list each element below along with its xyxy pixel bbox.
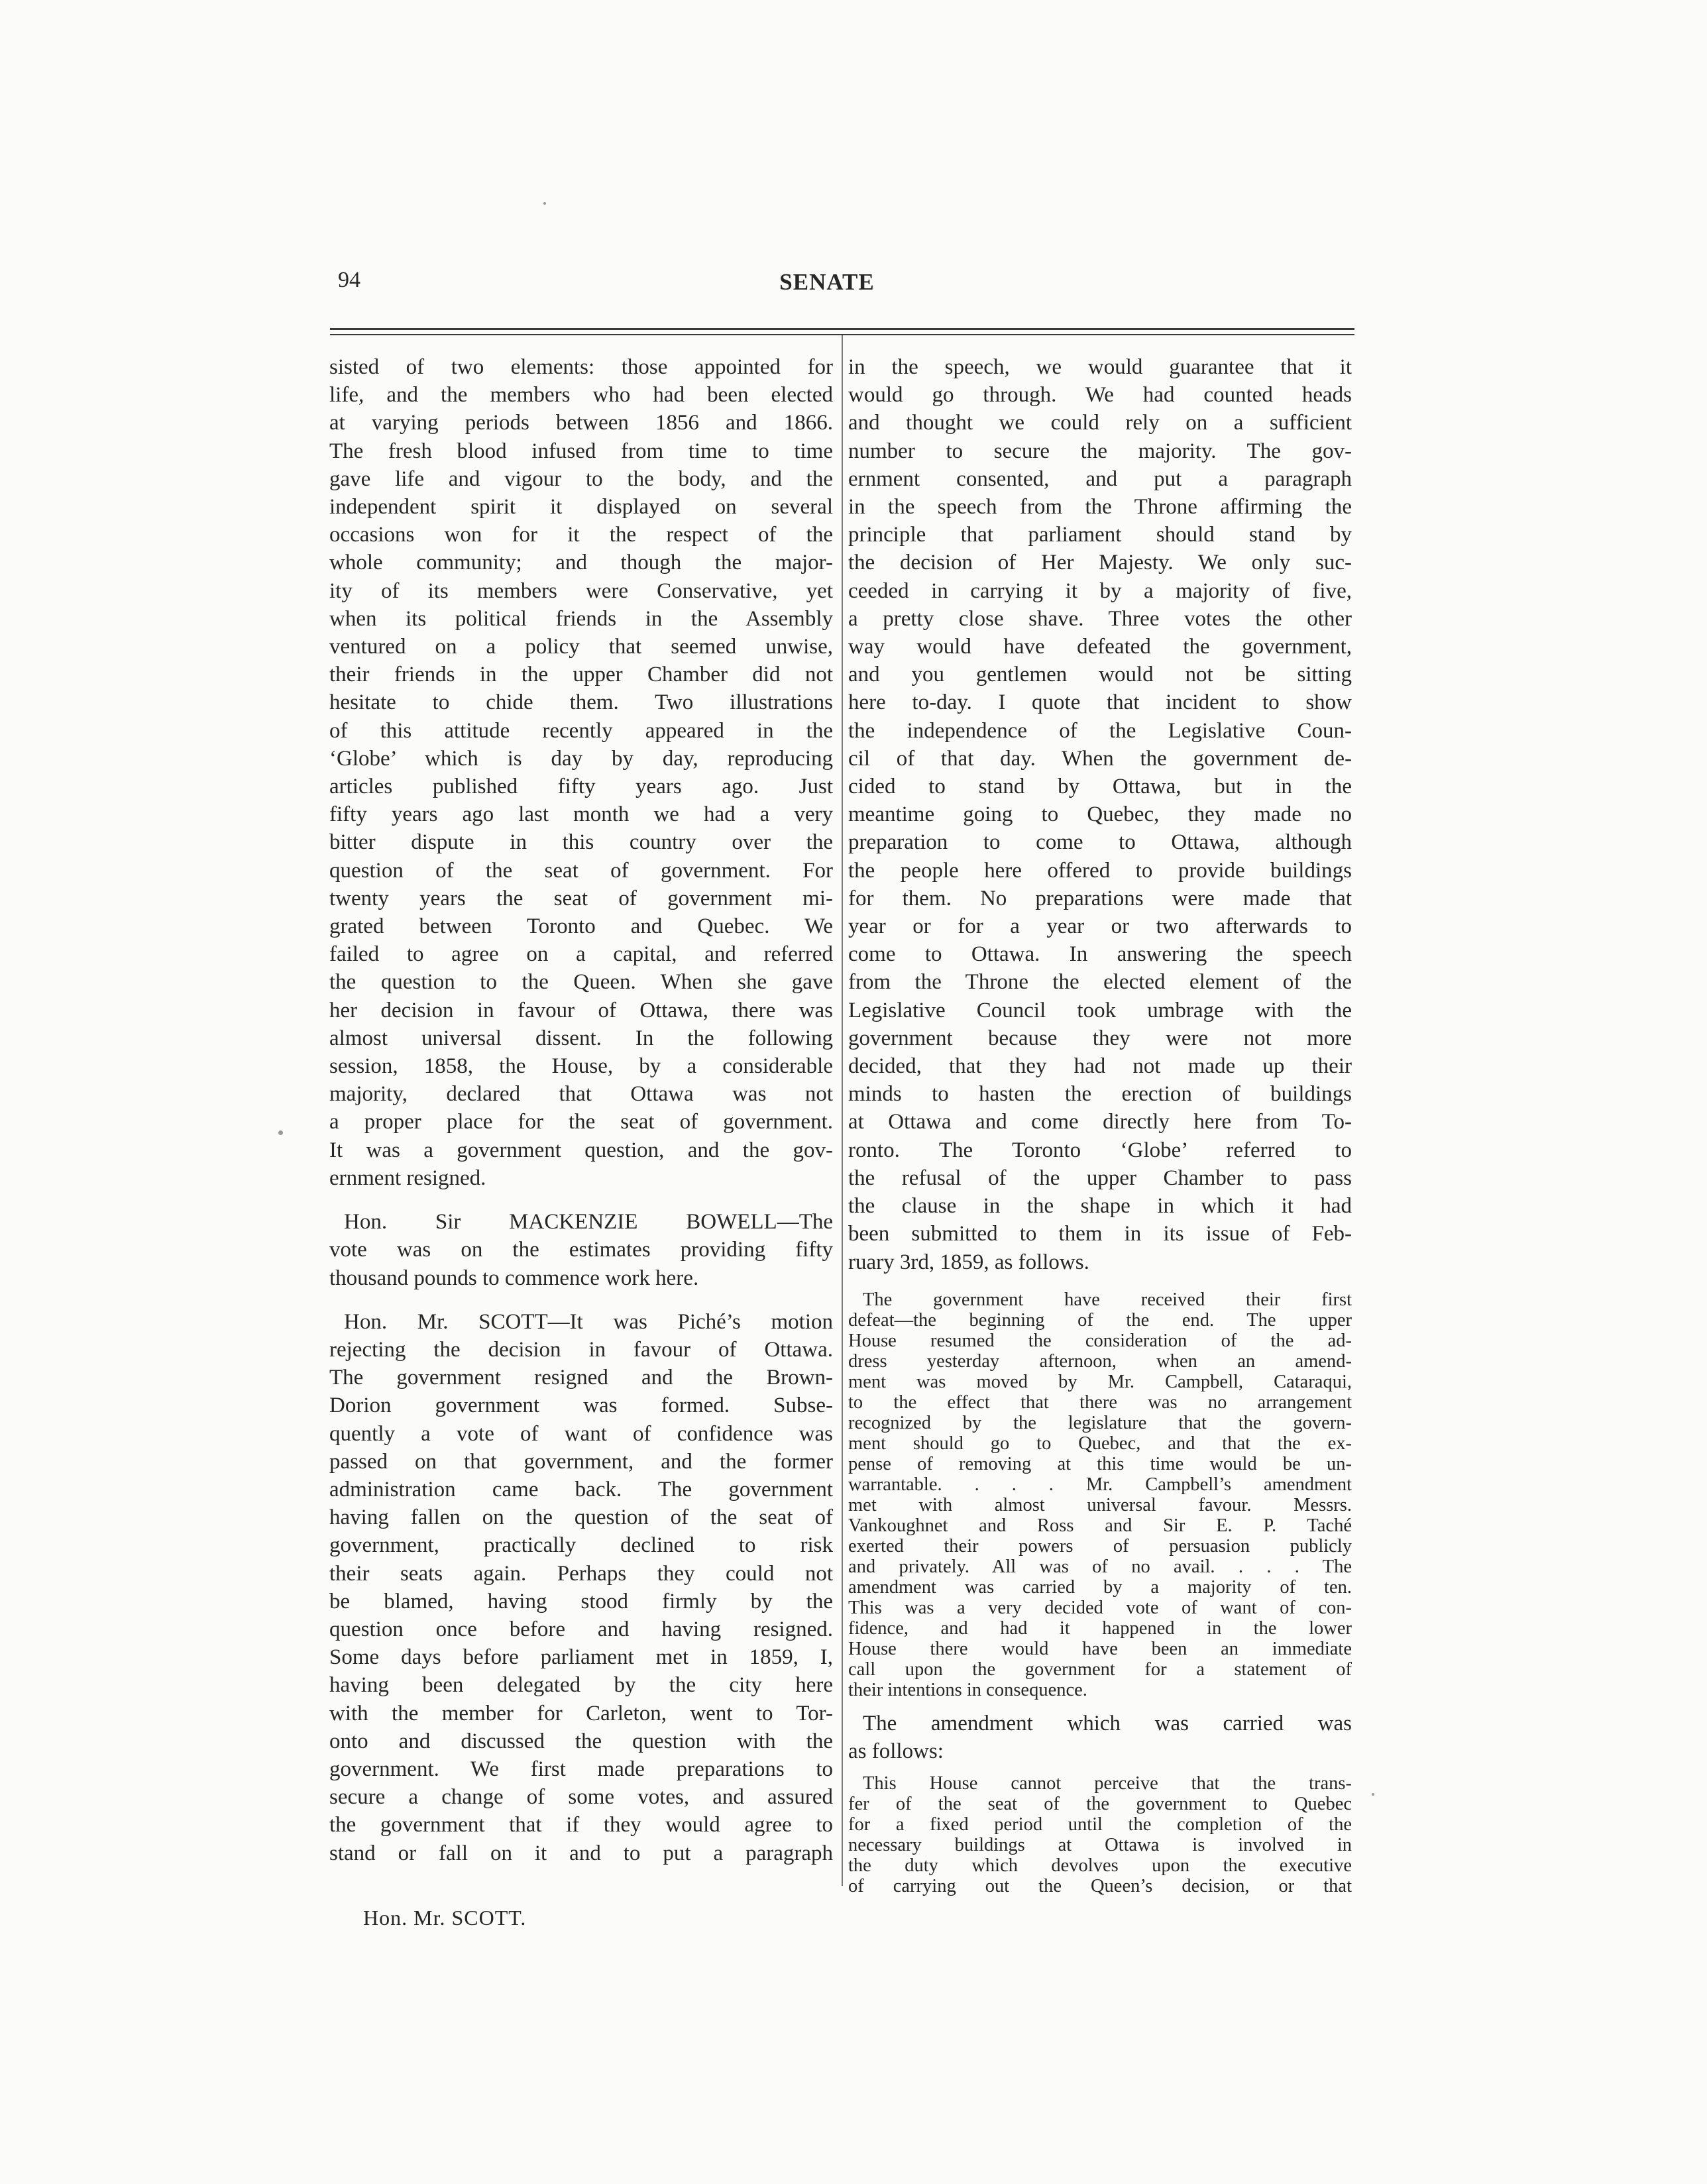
right-column-body — [848, 353, 1352, 1276]
text-line: fer of the seat of the government to Quebec — [848, 1794, 1352, 1815]
text-line: principle that parliament should stand by — [848, 523, 1352, 547]
text-line: session, 1858, the House, by a considerable — [329, 1054, 833, 1079]
text-line: Hon. Sir MACKENZIE BOWELL—The — [344, 1210, 833, 1234]
text-line: defeat—the beginning of the end. The upper — [848, 1309, 1352, 1331]
text-line: met with almost universal favour. Messrs. — [848, 1494, 1352, 1515]
text-line: bitter dispute in this country over the — [329, 830, 833, 855]
text-line: her decision in favour of Ottawa, there was — [329, 998, 833, 1022]
column-divider — [842, 335, 843, 1886]
text-line: way would have defeated the government, — [848, 635, 1352, 659]
text-line: secure a change of some votes, and assured — [329, 1785, 833, 1810]
text-line: passed on that government, and the former — [329, 1449, 833, 1474]
text-line: their seats again. Perhaps they could not — [329, 1561, 833, 1586]
page-number: 94 — [338, 268, 360, 292]
text-line: year or for a year or two afterwards to — [848, 914, 1352, 939]
header-rule — [330, 328, 1354, 330]
text-line: independent spirit it displayed on several — [329, 495, 833, 519]
amendment-quotation — [848, 1773, 1352, 1896]
text-line: administration came back. The government — [329, 1477, 833, 1502]
text-line: their intentions in consequence. — [848, 1679, 1087, 1700]
text-line: at varying periods between 1856 and 1866. — [329, 411, 833, 435]
globe-quotation — [848, 1289, 1352, 1700]
text-line: minds to hasten the erection of buildings — [848, 1082, 1352, 1107]
text-line: ment was moved by Mr. Campbell, Cataraqui, — [848, 1371, 1352, 1392]
text-line: call upon the government for a statement of — [848, 1659, 1352, 1680]
text-line: The government have received their first — [863, 1289, 1352, 1310]
text-line: quently a vote of want of confidence was — [329, 1421, 833, 1446]
running-head: SENATE — [779, 269, 875, 295]
scan-speck — [543, 202, 546, 205]
text-line: for them. No preparations were made that — [848, 886, 1352, 910]
text-line: warrantable. . . . Mr. Campbell’s amendment — [848, 1474, 1352, 1495]
footer-speaker: Hon. Mr. SCOTT. — [363, 1906, 527, 1930]
text-line: dress yesterday afternoon, when an amend- — [848, 1350, 1352, 1372]
text-line: preparation to come to Ottawa, although — [848, 830, 1352, 855]
text-line: almost universal dissent. In the following — [329, 1026, 833, 1050]
paragraph-gap — [329, 1292, 833, 1308]
text-line: majority, declared that Ottawa was not — [329, 1082, 833, 1107]
text-line: as follows: — [848, 1739, 944, 1763]
paragraph-gap — [329, 1192, 833, 1208]
text-line: exerted their powers of persuasion publicly — [848, 1535, 1352, 1556]
text-line: Vankoughnet and Ross and Sir E. P. Taché — [848, 1515, 1352, 1536]
text-line: would go through. We had counted heads — [848, 383, 1352, 408]
text-line: ruary 3rd, 1859, as follows. — [848, 1250, 1089, 1274]
text-line: stand or fall on it and to put a paragraph — [329, 1841, 833, 1865]
text-line: ernment resigned. — [329, 1166, 486, 1190]
text-line: onto and discussed the question with the — [329, 1729, 833, 1753]
scan-speck — [278, 1130, 283, 1135]
text-line: their friends in the upper Chamber did not — [329, 663, 833, 687]
text-line: number to secure the majority. The gov- — [848, 439, 1352, 463]
text-line: with the member for Carleton, went to Tor- — [329, 1701, 833, 1725]
text-line: when its political friends in the Assembly — [329, 606, 833, 631]
text-line: ronto. The Toronto ‘Globe’ referred to — [848, 1138, 1352, 1162]
text-line: sisted of two elements: those appointed for — [329, 355, 833, 379]
text-line: articles published fifty years ago. Just — [329, 775, 833, 799]
text-line: be blamed, having stood firmly by the — [329, 1589, 833, 1613]
text-line: ceeded in carrying it by a majority of five, — [848, 578, 1352, 603]
text-line: thousand pounds to commence work here. — [329, 1266, 699, 1290]
text-line: The fresh blood infused from time to time — [329, 439, 833, 463]
text-line: cided to stand by Ottawa, but in the — [848, 775, 1352, 799]
text-line: twenty years the seat of government mi- — [329, 886, 833, 910]
text-line: necessary buildings at Ottawa is involved in — [848, 1835, 1352, 1856]
text-line: fifty years ago last month we had a very — [329, 802, 833, 827]
text-line: having been delegated by the city here — [329, 1673, 833, 1698]
text-line: in the speech, we would guarantee that it — [848, 355, 1352, 379]
text-line: the people here offered to provide buildings — [848, 858, 1352, 883]
text-line: The amendment which was carried was — [863, 1711, 1352, 1735]
text-line: hesitate to chide them. Two illustrations — [329, 690, 833, 715]
text-line: House resumed the consideration of the ad- — [848, 1330, 1352, 1351]
text-line: of this attitude recently appeared in the — [329, 718, 833, 743]
text-line: for a fixed period until the completion of the — [848, 1814, 1352, 1835]
text-line: ‘Globe’ which is day by day, reproducing — [329, 746, 833, 771]
text-line: meantime going to Quebec, they made no — [848, 802, 1352, 827]
text-line: the refusal of the upper Chamber to pass — [848, 1166, 1352, 1190]
text-line: It was a government question, and the gov- — [329, 1138, 833, 1162]
text-line: the decision of Her Majesty. We only suc- — [848, 551, 1352, 575]
text-line: of carrying out the Queen’s decision, or that — [848, 1876, 1352, 1897]
text-line: having fallen on the question of the seat of — [329, 1505, 833, 1530]
text-line: vote was on the estimates providing fifty — [329, 1238, 833, 1262]
text-line: and privately. All was of no avail. . . . The — [848, 1556, 1352, 1577]
text-line: whole community; and though the major- — [329, 551, 833, 575]
text-line: gave life and vigour to the body, and the — [329, 466, 833, 491]
text-line: This was a very decided vote of want of con- — [848, 1597, 1352, 1618]
text-line: Dorion government was formed. Subse- — [329, 1393, 833, 1418]
text-line: ventured on a policy that seemed unwise, — [329, 635, 833, 659]
text-line: ernment consented, and put a paragraph — [848, 466, 1352, 491]
text-line: question once before and having resigned. — [329, 1617, 833, 1641]
text-line: occasions won for it the respect of the — [329, 523, 833, 547]
text-line: a pretty close shave. Three votes the other — [848, 606, 1352, 631]
text-line: ment should go to Quebec, and that the ex- — [848, 1433, 1352, 1454]
text-line: the question to the Queen. When she gave — [329, 970, 833, 995]
text-line: the government that if they would agree to — [329, 1813, 833, 1837]
text-line: to the effect that there was no arrangement — [848, 1392, 1352, 1413]
text-line: government because they were not more — [848, 1026, 1352, 1050]
text-line: and thought we could rely on a sufficient — [848, 411, 1352, 435]
text-line: government. We first made preparations to — [329, 1757, 833, 1781]
amendment-intro — [848, 1710, 1352, 1765]
text-line: life, and the members who had been elected — [329, 383, 833, 408]
right-column — [848, 353, 1352, 1896]
text-line: House there would have been an immediate — [848, 1638, 1352, 1659]
text-line: the clause in the shape in which it had — [848, 1194, 1352, 1219]
text-line: government, practically declined to risk — [329, 1533, 833, 1558]
text-line: Hon. Mr. SCOTT—It was Piché’s motion — [344, 1309, 833, 1334]
text-line: the independence of the Legislative Coun- — [848, 718, 1352, 743]
text-line: recognized by the legislature that the govern- — [848, 1412, 1352, 1433]
text-line: decided, that they had not made up their — [848, 1054, 1352, 1079]
text-line: ity of its members were Conservative, yet — [329, 578, 833, 603]
text-line: cil of that day. When the government de- — [848, 746, 1352, 771]
text-line: amendment was carried by a majority of ten. — [848, 1576, 1352, 1598]
left-column — [329, 353, 833, 1867]
text-line: and you gentlemen would not be sitting — [848, 663, 1352, 687]
text-line: fidence, and had it happened in the lower — [848, 1617, 1352, 1639]
text-line: question of the seat of government. For — [329, 858, 833, 883]
text-line: Some days before parliament met in 1859, I, — [329, 1645, 833, 1670]
text-line: The government resigned and the Brown- — [329, 1366, 833, 1390]
text-line: pense of removing at this time would be un- — [848, 1453, 1352, 1474]
text-line: at Ottawa and come directly here from To- — [848, 1110, 1352, 1134]
text-line: in the speech from the Throne affirming the — [848, 495, 1352, 519]
text-line: here to-day. I quote that incident to show — [848, 690, 1352, 715]
text-line: the duty which devolves upon the executive — [848, 1855, 1352, 1877]
text-line: This House cannot perceive that the trans- — [863, 1773, 1352, 1794]
text-line: a proper place for the seat of government. — [329, 1110, 833, 1134]
text-line: failed to agree on a capital, and referred — [329, 942, 833, 967]
scan-speck — [1372, 1793, 1374, 1796]
text-line: grated between Toronto and Quebec. We — [329, 914, 833, 939]
text-line: Legislative Council took umbrage with the — [848, 998, 1352, 1022]
text-line: been submitted to them in its issue of Feb- — [848, 1222, 1352, 1246]
text-line: come to Ottawa. In answering the speech — [848, 942, 1352, 967]
text-line: from the Throne the elected element of the — [848, 970, 1352, 995]
text-line: rejecting the decision in favour of Ottawa. — [329, 1337, 833, 1362]
